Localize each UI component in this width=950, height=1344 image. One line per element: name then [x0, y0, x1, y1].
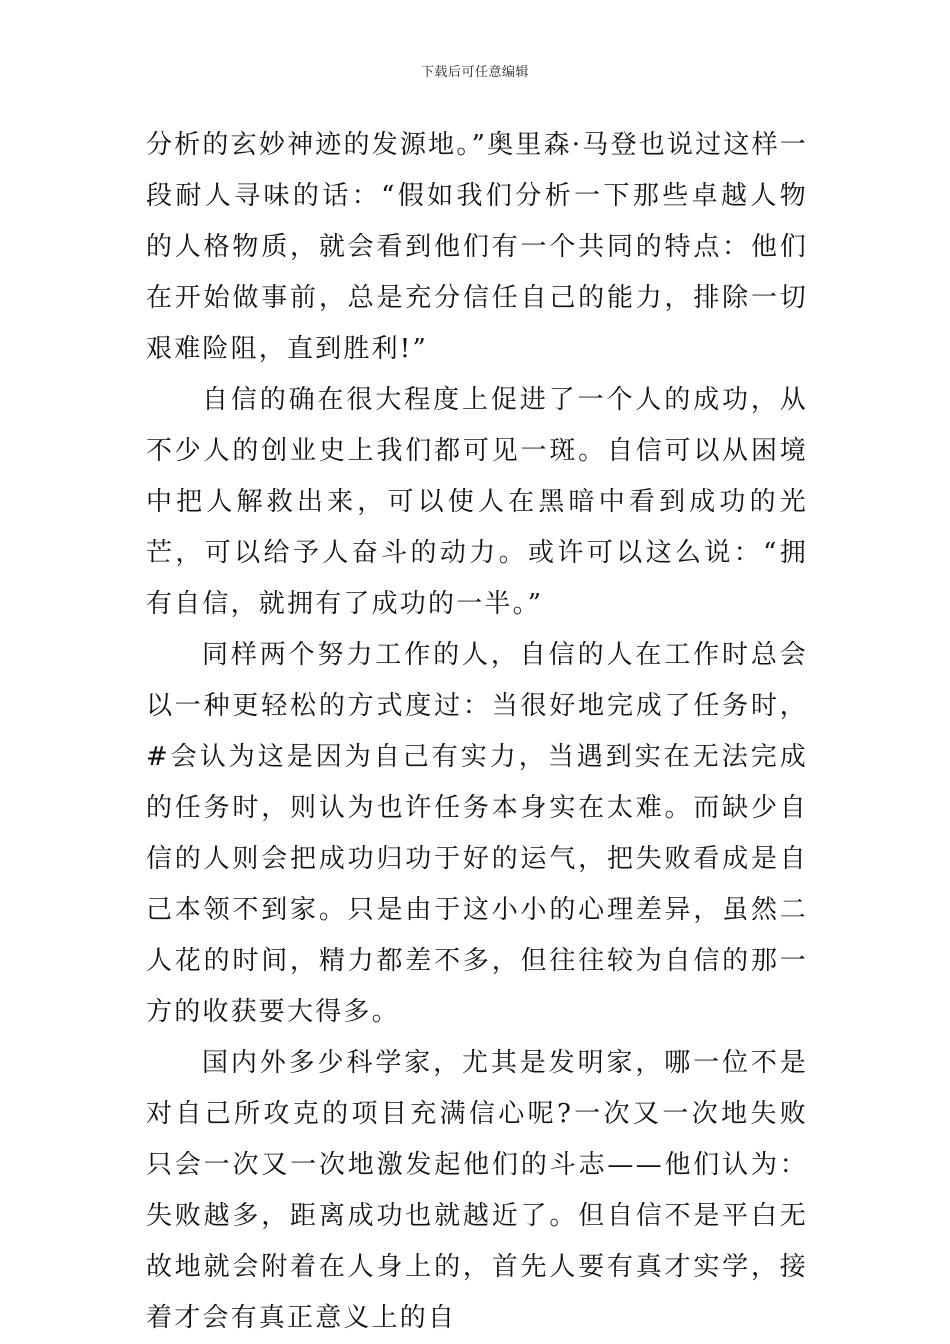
paragraph-two-workers: 同样两个努力工作的人，自信的人在工作时总会以一种更轻松的方式度过：当很好地完成了任务时，#会认为这是因为自己有实力，当遇到实在无法完成的任务时，则认为也许任务本身实在太难。而缺少自信的人则会把成功归功于好的运气，把失败看成是自己本领不到家。只是由于这小小的心理差异，虽然二人花的时间，精力都差不多，但往往较为自信的那一方的收获要大得多。 — [146, 640, 808, 1027]
paragraph-continued: 分析的玄妙神迹的发源地。”奥里森·马登也说过这样一段耐人寻味的话：“假如我们分析一下那些卓越人物的人格物质，就会看到他们有一个共同的特点：他们在开始做事前，总是充分信任自己的能力，排除一切艰难险阻，直到胜利!” — [146, 130, 808, 364]
paragraph-scientists: 国内外多少科学家，尤其是发明家，哪一位不是对自己所攻克的项目充满信心呢?一次又一次地失败只会一次又一次地激发起他们的斗志——他们认为：失败越多，距离成功也就越近了。但自信不是平白无故地就会附着在人身上的，首先人要有真才实学，接着才会有真正意义上的自 — [146, 1048, 808, 1333]
document-body — [146, 120, 808, 1344]
paragraph-confidence-success: 自信的确在很大程度上促进了一个人的成功，从不少人的创业史上我们都可见一斑。自信可以从困境中把人解救出来，可以使人在黑暗中看到成功的光芒，可以给予人奋斗的动力。或许可以这么说：“拥有自信，就拥有了成功的一半。” — [146, 385, 808, 619]
page-header: 下载后可任意编辑 — [420, 65, 529, 80]
